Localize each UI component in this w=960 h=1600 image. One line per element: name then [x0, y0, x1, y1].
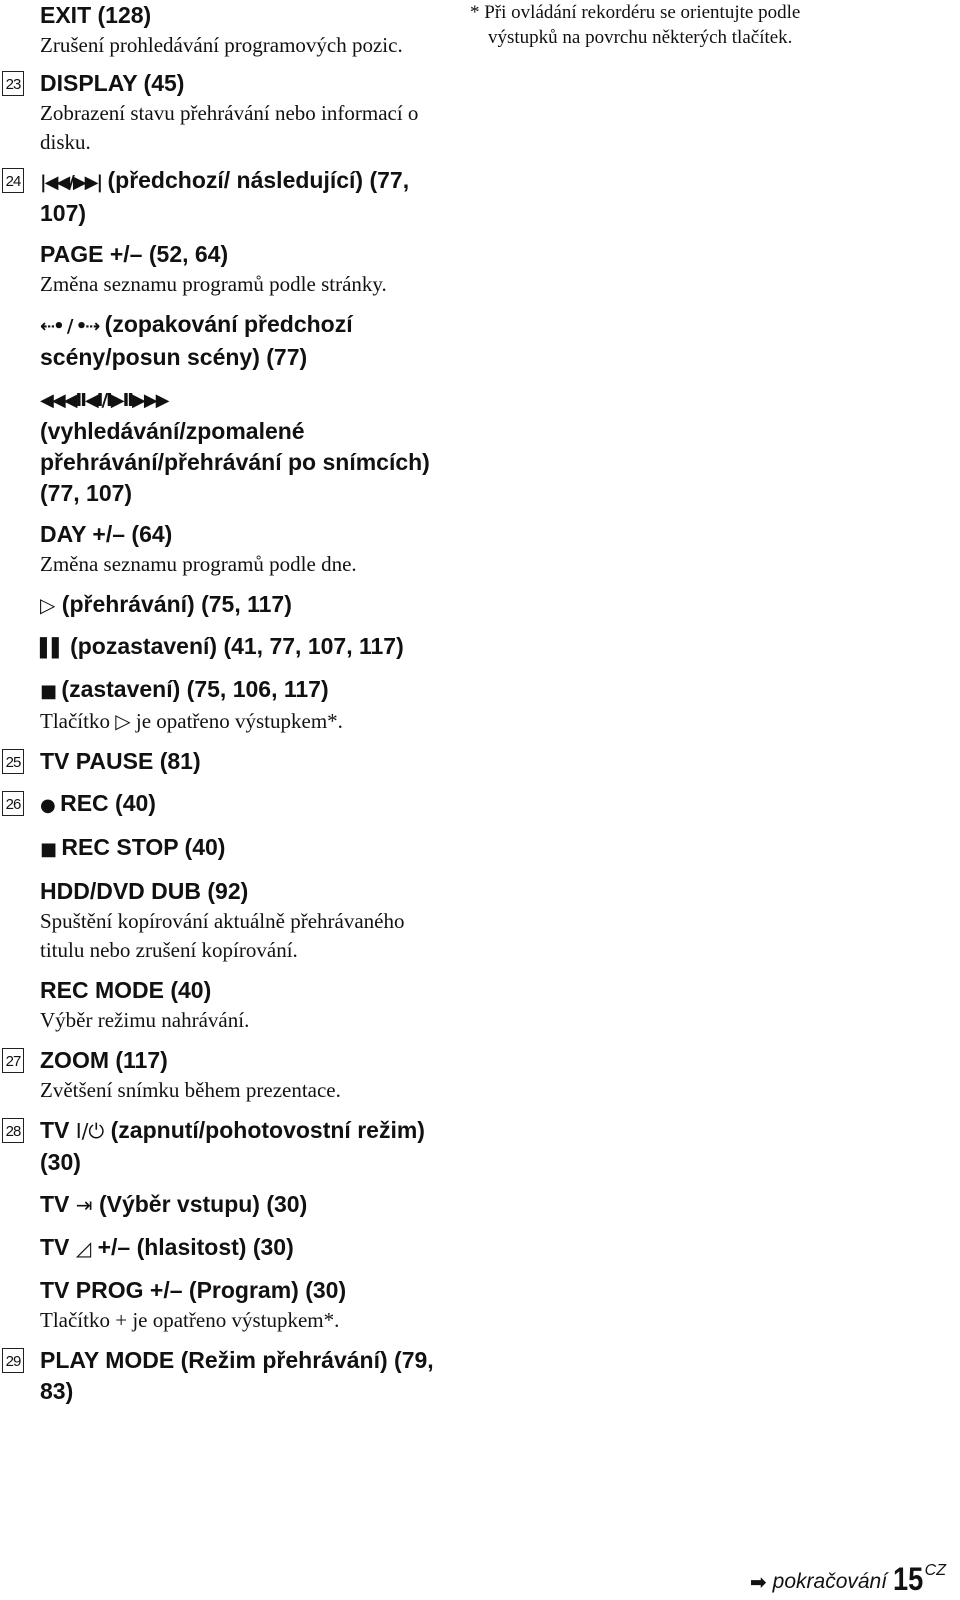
- entry-title-line: [40, 1232, 460, 1264]
- entry-play-mode: [0, 1345, 460, 1407]
- tv-prefix: TV: [40, 1117, 70, 1143]
- play-icon: ▷: [40, 593, 56, 617]
- continuation-label: pokračování: [772, 1570, 888, 1593]
- entry-exit: [0, 0, 460, 60]
- input-select-icon: ⇥: [75, 1193, 93, 1217]
- entry-title: EXIT (128): [40, 2, 152, 28]
- entry-hdd-dvd-dub: [0, 876, 460, 965]
- entry-title: (předchozí/ následující) (77, 107): [40, 167, 410, 226]
- footnote-column: [470, 0, 870, 50]
- entry-title: REC STOP (40): [61, 834, 226, 860]
- entry-tv-prog: [0, 1275, 460, 1335]
- entry-title: (pozastavení) (41, 77, 107, 117): [70, 633, 404, 659]
- item-number: 27: [2, 1048, 24, 1073]
- button-descriptions: [0, 0, 460, 1407]
- item-number: 23: [2, 71, 24, 96]
- tv-prefix: TV: [40, 1234, 70, 1260]
- entry-title: ZOOM (117): [40, 1047, 168, 1073]
- entry-title: DISPLAY (45): [40, 70, 185, 96]
- entry-title: REC MODE (40): [40, 977, 212, 1003]
- entry-title-line: [40, 165, 460, 229]
- entry-description: Změna seznamu programů podle dne.: [40, 552, 357, 576]
- play-icon: ▷: [115, 709, 131, 733]
- entry-title-line: [40, 1189, 460, 1221]
- entry-title-line: [40, 832, 460, 865]
- stop-icon: ■: [40, 681, 56, 702]
- entry-title-line: [40, 674, 460, 707]
- entry-title: TV PROG +/– (Program) (30): [40, 1277, 347, 1303]
- entry-title-line: [40, 309, 460, 373]
- entry-title: HDD/DVD DUB (92): [40, 878, 249, 904]
- entry-display: [0, 68, 460, 157]
- entry-title: +/– (hlasitost) (30): [97, 1234, 294, 1260]
- search-slow-step-icon: ◀◀◀II◀I/I▶II▶▶▶: [40, 390, 168, 411]
- entry-description: [40, 707, 440, 736]
- desc-before: Tlačítko: [40, 709, 110, 733]
- entry-title: (Výběr vstupu) (30): [98, 1191, 308, 1217]
- power-icon: I/⏻: [75, 1119, 105, 1143]
- entry-title: (zopakování předchozí scény/posun scény) (77): [40, 311, 353, 370]
- entry-play: [0, 589, 460, 621]
- item-number: 29: [2, 1348, 24, 1373]
- entry-search: [0, 383, 460, 509]
- entry-tv-power: [0, 1115, 460, 1178]
- volume-icon: ◿: [75, 1236, 92, 1260]
- entry-title: PLAY MODE (Režim přehrávání) (79, 83): [40, 1347, 434, 1404]
- language-code: CZ: [924, 1562, 946, 1579]
- item-number: 26: [2, 791, 24, 816]
- entry-description: Výběr režimu nahrávání.: [40, 1008, 250, 1032]
- page-number: 15: [893, 1561, 924, 1597]
- entry-description: Změna seznamu programů podle stránky.: [40, 272, 387, 296]
- entry-description: Spuštění kopírování aktuálně přehrávaného titulu nebo zrušení kopírování.: [40, 909, 405, 962]
- entry-pause: [0, 631, 460, 664]
- entry-title: (přehrávání) (75, 117): [61, 591, 292, 617]
- entry-tv-volume: [0, 1232, 460, 1264]
- entry-description: Zvětšení snímku během prezentace.: [40, 1078, 341, 1102]
- item-number: 24: [2, 168, 24, 193]
- entry-description: Zrušení prohledávání programových pozic.: [40, 33, 403, 57]
- entry-title: TV PAUSE (81): [40, 748, 201, 774]
- entry-description: Zobrazení stavu přehrávání nebo informací o disku.: [40, 101, 419, 154]
- entry-rec-stop: [0, 832, 460, 865]
- entry-title: DAY +/– (64): [40, 521, 173, 547]
- desc-after: je opatřeno výstupkem*.: [135, 709, 343, 733]
- entry-rec: [0, 788, 460, 821]
- entry-day: [0, 519, 460, 579]
- arrow-right-icon: ➡: [749, 1570, 767, 1594]
- entry-replay-advance: [0, 309, 460, 373]
- entry-title: (zastavení) (75, 106, 117): [61, 676, 329, 702]
- entry-title-line: [40, 589, 460, 621]
- item-number: 25: [2, 749, 24, 774]
- entry-page: [0, 239, 460, 299]
- tv-prefix: TV: [40, 1191, 70, 1217]
- entry-title-line: [40, 631, 460, 664]
- page-footer: [749, 1561, 946, 1597]
- entry-title: (vyhledávání/zpomalené přehrávání/přehrávání po snímcích) (77, 107): [40, 418, 430, 506]
- entry-tv-input: [0, 1189, 460, 1221]
- item-number: 28: [2, 1118, 24, 1143]
- entry-description: Tlačítko + je opatřeno výstupkem*.: [40, 1308, 340, 1332]
- entry-tv-pause: [0, 746, 460, 777]
- stop-icon: ■: [40, 839, 56, 860]
- entry-rec-mode: [0, 975, 460, 1035]
- prev-next-icon: |◀◀/▶▶|: [40, 172, 102, 193]
- entry-title: REC (40): [60, 790, 156, 816]
- entry-zoom: [0, 1045, 460, 1105]
- entry-title-line: [40, 383, 460, 509]
- entry-stop: [0, 674, 460, 736]
- entry-title: (zapnutí/pohotovostní režim) (30): [40, 1117, 425, 1175]
- replay-advance-icon: ⇠• / •⇢: [40, 316, 99, 337]
- entry-title-line: [40, 788, 460, 821]
- pause-icon: ▌▌: [40, 638, 64, 659]
- footnote: * Při ovládání rekordéru se orientujte podle výstupků na povrchu některých tlačítek.: [470, 2, 801, 48]
- entry-title: PAGE +/– (52, 64): [40, 241, 229, 267]
- entry-prev-next: [0, 165, 460, 229]
- record-icon: ●: [40, 795, 54, 816]
- entry-title-line: [40, 1115, 460, 1178]
